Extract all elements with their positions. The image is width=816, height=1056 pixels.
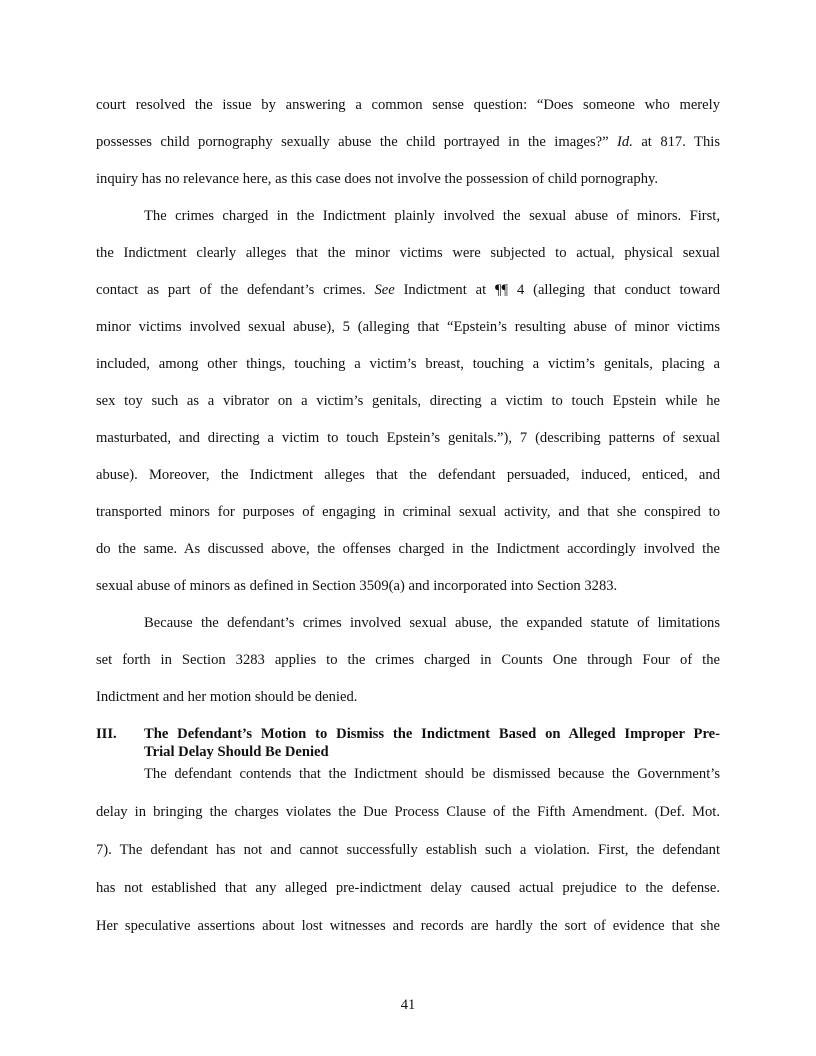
text-line: [144, 614, 720, 632]
section-heading: [96, 725, 720, 761]
text-segment: masturbated, and directing a victim to touch Epstein’s genitals.”), 7 (describing patterns of sexual: [96, 430, 720, 446]
text-line: [96, 281, 720, 299]
text-segment: Indictment and her motion should be denied.: [96, 689, 358, 705]
text-line: [96, 503, 720, 521]
text-segment: The crimes charged in the Indictment plainly involved the sexual abuse of minors. First,: [144, 208, 720, 224]
text-segment: has not established that any alleged pre-indictment delay caused actual prejudice to the defense.: [96, 880, 720, 896]
text-segment: minor victims involved sexual abuse), 5 (alleging that “Epstein’s resulting abuse of minor victims: [96, 319, 720, 335]
text-line: [96, 355, 720, 373]
text-segment: do the same. As discussed above, the offenses charged in the Indictment accordingly involved the: [96, 541, 720, 557]
text-line: [96, 318, 720, 336]
italic-citation: See: [374, 282, 395, 298]
text-segment: Her speculative assertions about lost witnesses and records are hardly the sort of evidence that she: [96, 918, 720, 934]
text-line: [96, 96, 720, 114]
text-line: [96, 466, 720, 484]
body-text-before-heading: [96, 96, 720, 706]
text-segment: inquiry has no relevance here, as this case does not involve the possession of child pornography.: [96, 171, 658, 187]
text-line: [96, 879, 720, 897]
text-line: [96, 651, 720, 669]
document-page: [96, 96, 720, 955]
text-segment: abuse). Moreover, the Indictment alleges that the defendant persuaded, induced, enticed, and: [96, 467, 720, 483]
text-line: [96, 244, 720, 262]
text-segment: included, among other things, touching a victim’s breast, touching a victim’s genitals, placing a: [96, 356, 720, 372]
text-line: [144, 207, 720, 225]
text-segment: contact as part of the defendant’s crimes.: [96, 282, 375, 298]
text-line: [144, 765, 720, 783]
text-line: [96, 429, 720, 447]
text-segment: possesses child pornography sexually abuse the child portrayed in the images?”: [96, 134, 618, 150]
text-line: [96, 917, 720, 935]
text-segment: Indictment at ¶¶ 4 (alleging that conduct toward: [394, 282, 721, 298]
body-text-after-heading: [96, 765, 720, 935]
text-line: [96, 170, 720, 188]
text-line: [96, 392, 720, 410]
section-title-line-2: Trial Delay Should Be Denied: [144, 744, 329, 760]
page-number: 41: [400, 997, 416, 1013]
italic-citation: Id.: [617, 134, 633, 150]
text-segment: sex toy such as a vibrator on a victim’s genitals, directing a victim to touch Epstein while he: [96, 393, 720, 409]
text-line: [96, 803, 720, 821]
text-segment: The defendant contends that the Indictment should be dismissed because the Government’s: [144, 766, 720, 782]
text-segment: transported minors for purposes of engaging in criminal sexual activity, and that she conspired to: [96, 504, 720, 520]
text-segment: delay in bringing the charges violates the Due Process Clause of the Fifth Amendment. (Def. Mot.: [96, 804, 720, 820]
text-segment: the Indictment clearly alleges that the minor victims were subjected to actual, physical sexual: [96, 245, 720, 261]
text-segment: sexual abuse of minors as defined in Section 3509(a) and incorporated into Section 3283.: [96, 578, 618, 594]
text-line: [96, 540, 720, 558]
section-title-line-1: The Defendant’s Motion to Dismiss the Indictment Based on Alleged Improper Pre-: [144, 726, 720, 742]
text-segment: set forth in Section 3283 applies to the crimes charged in Counts One through Four of the: [96, 652, 720, 668]
text-line: [96, 841, 720, 859]
section-number: III.: [96, 726, 117, 742]
text-segment: Because the defendant’s crimes involved sexual abuse, the expanded statute of limitations: [144, 615, 720, 631]
text-line: [96, 577, 720, 595]
text-segment: 7). The defendant has not and cannot successfully establish such a violation. First, the defendant: [96, 842, 720, 858]
text-line: [96, 133, 720, 151]
text-segment: at 817. This: [632, 134, 720, 150]
text-line: [96, 688, 720, 706]
text-segment: court resolved the issue by answering a common sense question: “Does someone who merely: [96, 97, 720, 113]
section-title: [144, 725, 720, 761]
